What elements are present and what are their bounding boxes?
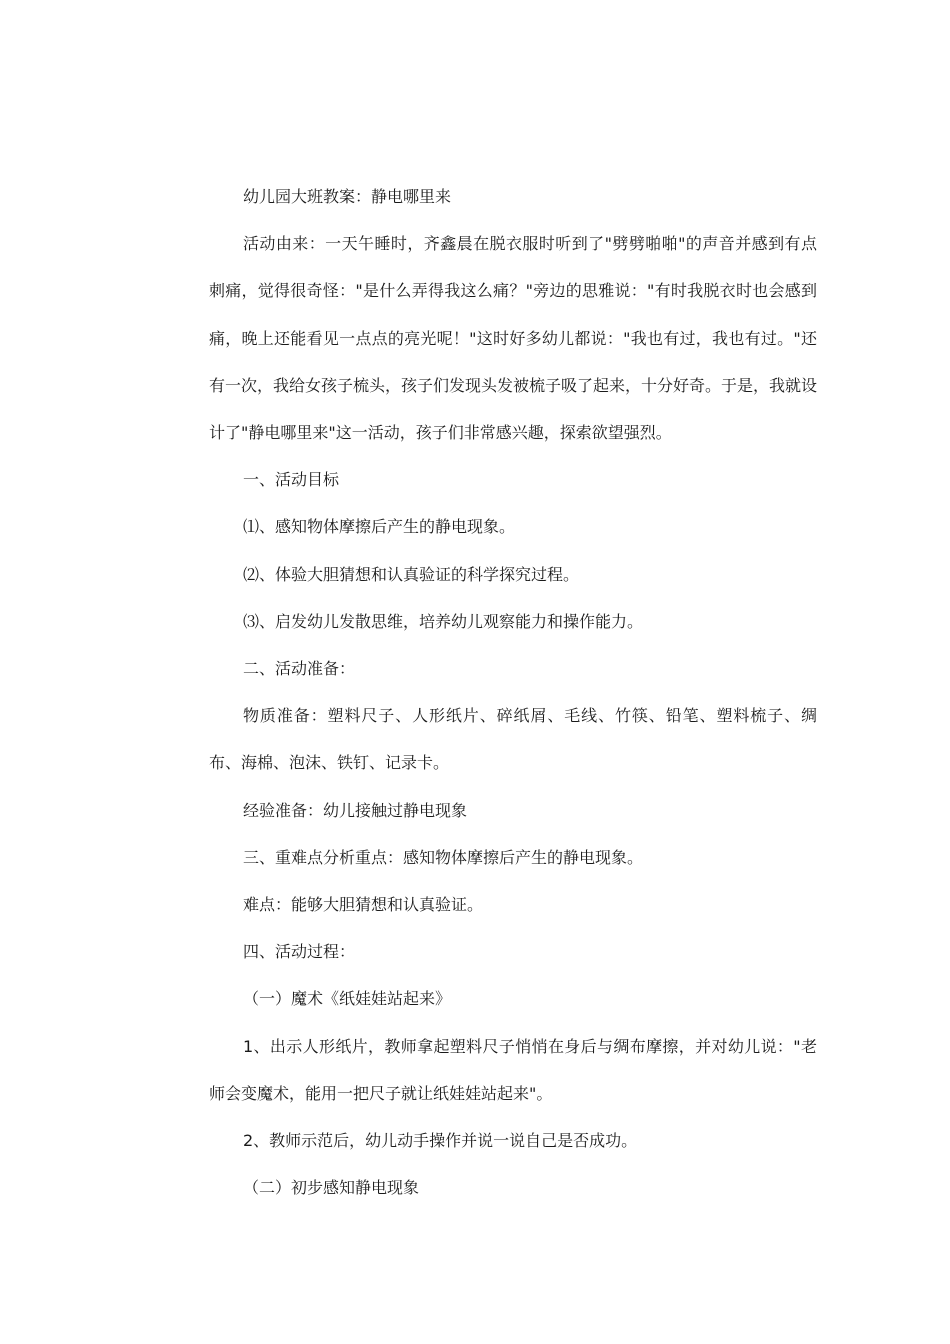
- document-title: 幼儿园大班教案：静电哪里来: [243, 187, 452, 206]
- goal-item-2: ⑵、体验大胆猜想和认真验证的科学探究过程。: [243, 564, 580, 584]
- section-heading-process: 四、活动过程：: [243, 942, 356, 962]
- experience-preparation-paragraph: 经验准备：幼儿接触过静电现象: [243, 800, 468, 820]
- process-step-2: 2、教师示范后，幼儿动手操作并说一说自己是否成功。: [243, 1131, 638, 1151]
- process-part-1-heading: （一）魔术《纸娃娃站起来》: [243, 989, 452, 1009]
- goal-item-1: ⑴、感知物体摩擦后产生的静电现象。: [243, 517, 516, 537]
- section-heading-key-points: 三、重难点分析重点：感知物体摩擦后产生的静电现象。: [243, 847, 644, 867]
- section-heading-preparation: 二、活动准备：: [243, 659, 356, 679]
- goal-item-3: ⑶、启发幼儿发散思维，培养幼儿观察能力和操作能力。: [243, 611, 644, 631]
- material-preparation-paragraph: 物质准备：塑料尺子、人形纸片、碎纸屑、毛线、竹筷、铅笔、塑料梳子、绸布、海棉、泡沫、铁钉、记录卡。: [209, 706, 817, 773]
- document-body: [209, 173, 817, 1211]
- difficulty-paragraph: 难点：能够大胆猜想和认真验证。: [243, 895, 484, 915]
- section-heading-goals: 一、活动目标: [243, 470, 340, 490]
- process-part-2-heading: （二）初步感知静电现象: [243, 1178, 420, 1198]
- activity-origin-paragraph: 活动由来：一天午睡时，齐鑫晨在脱衣服时听到了"劈劈啪啪"的声音并感到有点刺痛，觉得很奇怪："是什么弄得我这么痛？"旁边的思雅说："有时我脱衣时也会感到痛，晚上还能看见一点点的亮光呢！"这时好多幼儿都说："我也有过，我也有过。"还有一次，我给女孩子梳头，孩子们发现头发被梳子吸了起来，十分好奇。于是，我就设计了"静电哪里来"这一活动，孩子们非常感兴趣，探索欲望强烈。: [209, 234, 818, 443]
- process-step-1: 1、出示人形纸片，教师拿起塑料尺子悄悄在身后与绸布摩擦，并对幼儿说："老师会变魔术，能用一把尺子就让纸娃娃站起来"。: [209, 1036, 817, 1103]
